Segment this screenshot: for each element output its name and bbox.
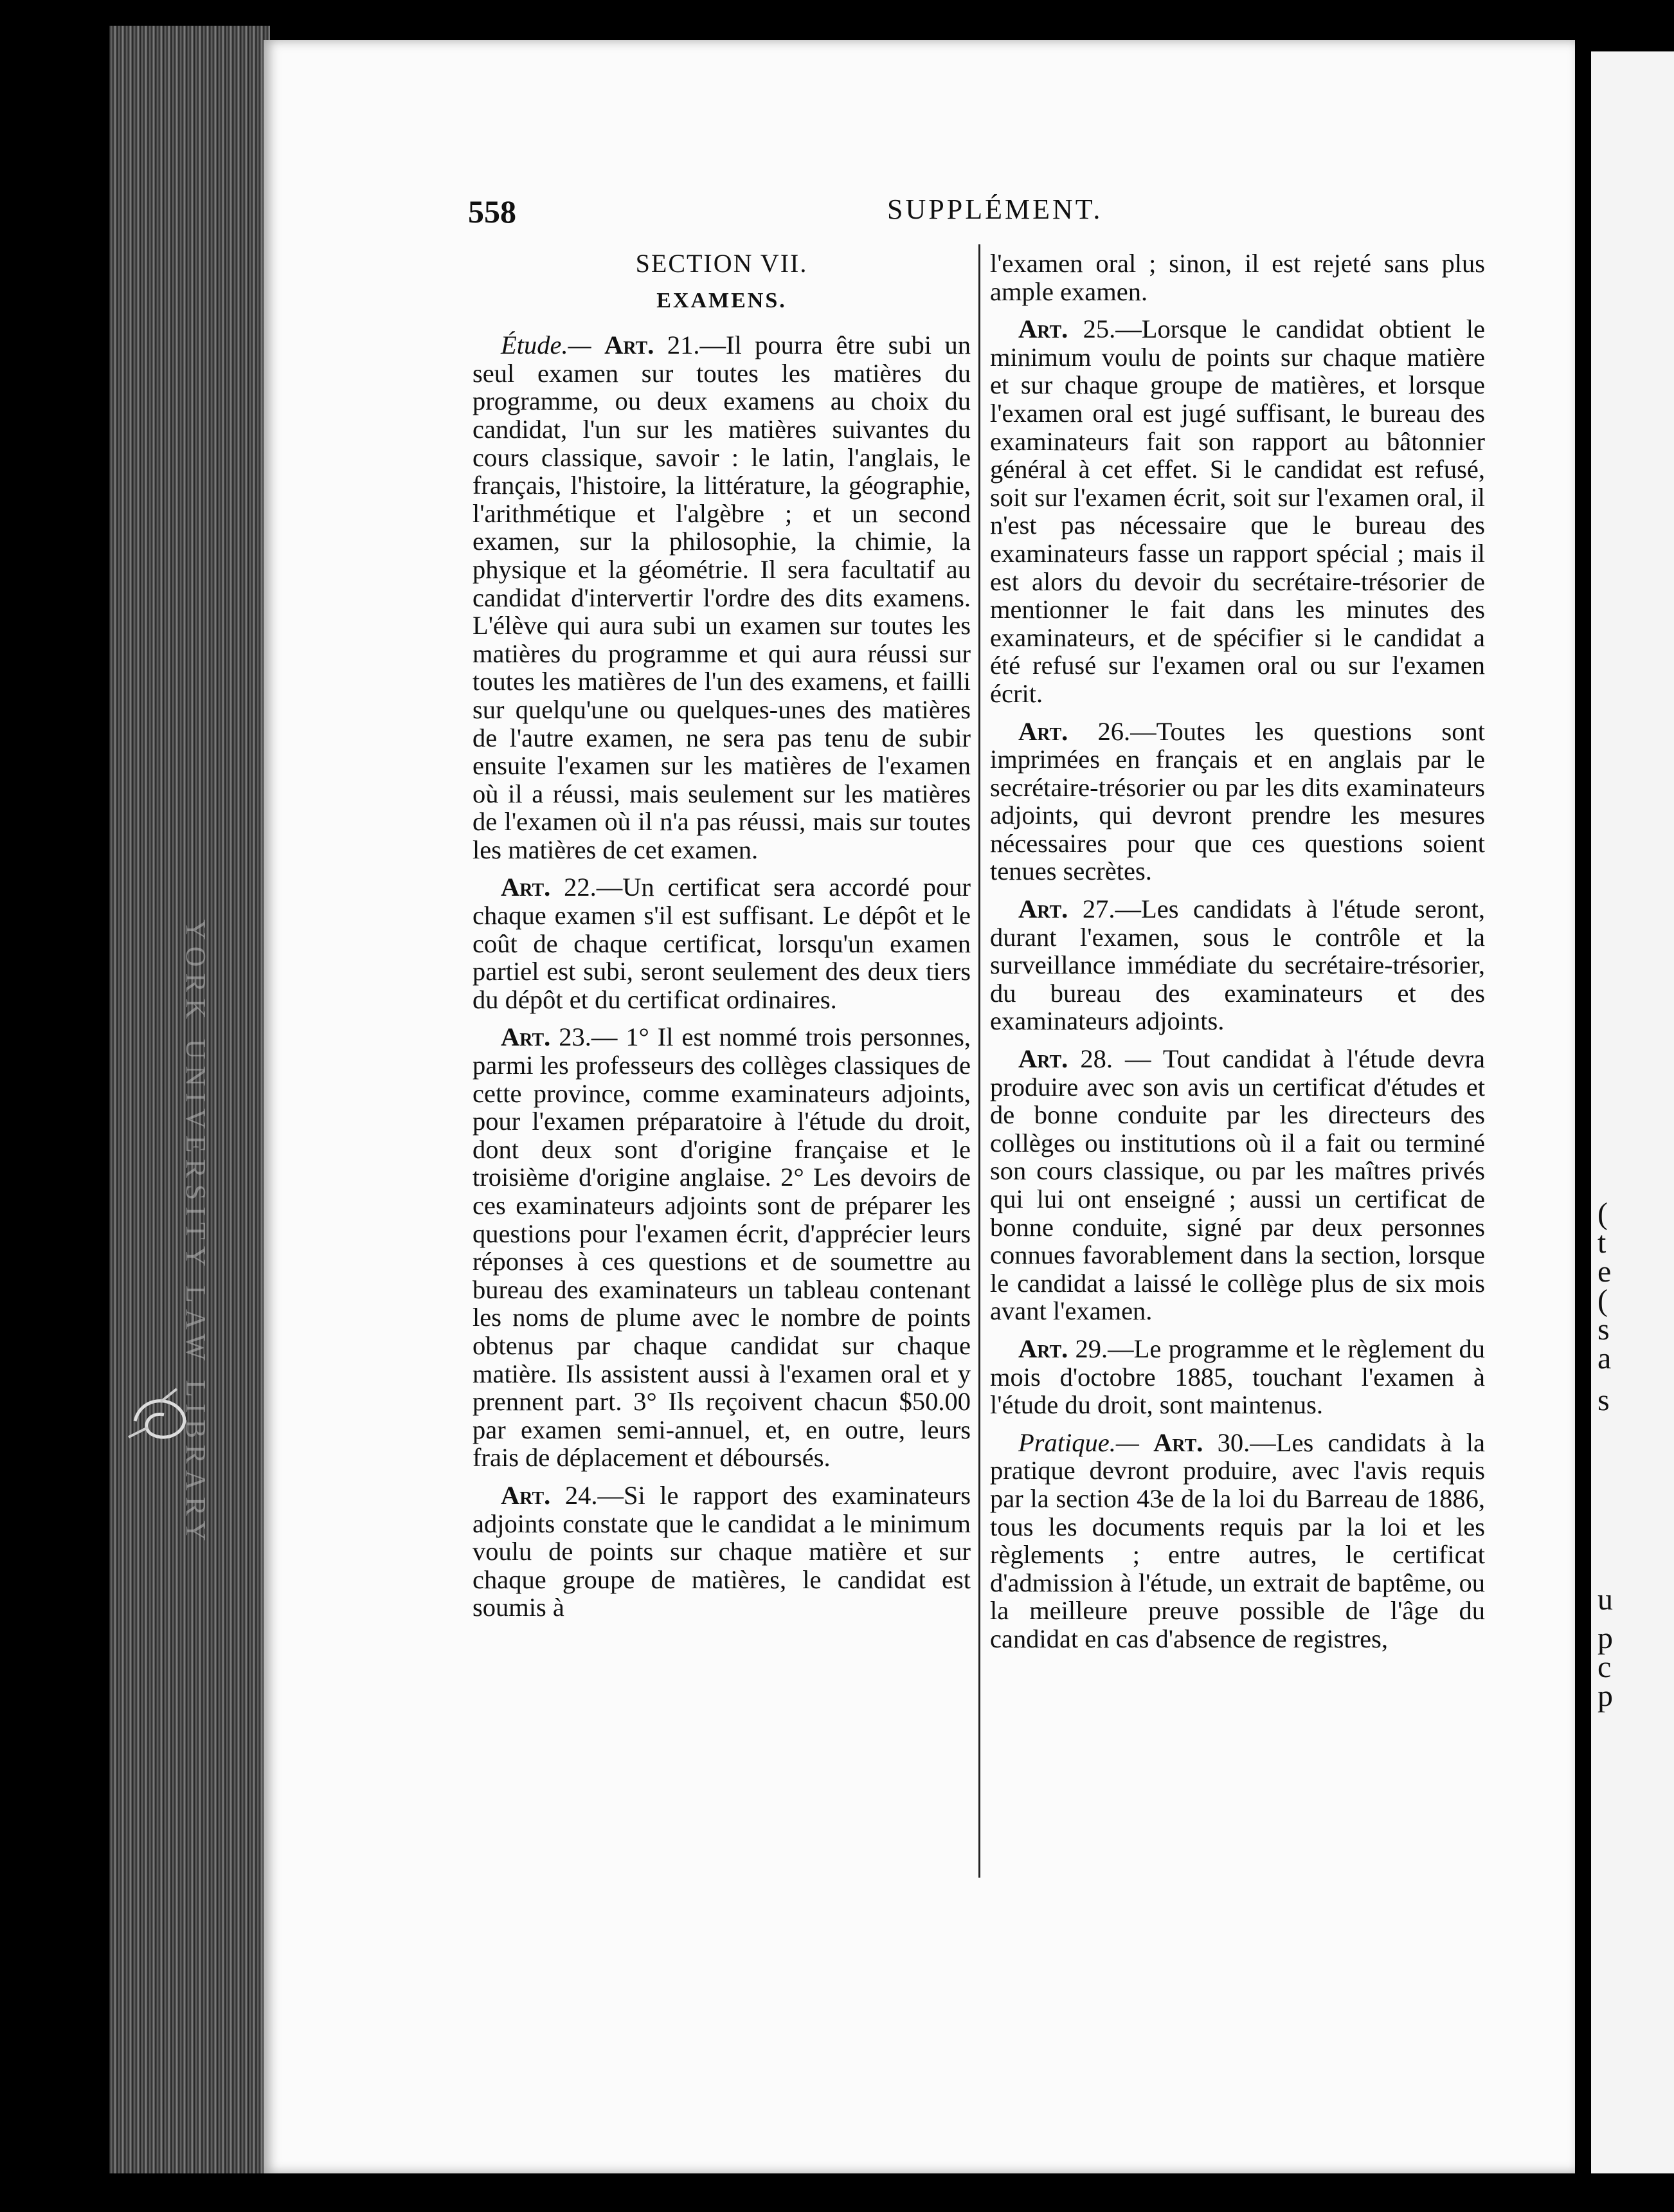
- article-marker: Art.: [604, 331, 654, 360]
- article-paragraph: [473, 331, 971, 864]
- next-page-text-fragment: s: [1598, 1312, 1610, 1346]
- article-paragraph: [990, 718, 1485, 886]
- next-page-text-fragment: p: [1598, 1679, 1613, 1713]
- article-text: 23.— 1° Il est nommé trois personnes, parmi les professeurs des collèges classiques de cette province, comme examinateurs adjoints, pour l'examen préparatoire à l'étude du droit, dont deux sont d'origine française et le troisième d'origine anglaise. 2° Les devoirs de ces examinateurs adjoints sont de préparer les questions pour l'examen écrit, d'apprécier leurs réponses à ces questions et de soumettre au bureau des examinateurs un tableau contenant les noms de plume avec le nombre de points obtenus par chaque candidat sur chaque matière. Ils assistent aussi à l'examen oral et y prennent part. 3° Ils reçoivent chacun $50.00 par examen semi-annuel, et, en outre, leurs frais de déplacement et déboursés.: [473, 1022, 971, 1473]
- article-paragraph: [990, 1429, 1485, 1653]
- section-subtitle: EXAMENS.: [656, 288, 787, 313]
- next-page-text-fragment: p: [1598, 1621, 1613, 1655]
- article-paragraph: [473, 1482, 971, 1622]
- library-seal-icon: [122, 1382, 199, 1460]
- next-page-text-fragment: c: [1598, 1650, 1612, 1684]
- article-paragraph: [990, 895, 1485, 1035]
- article-marker: Art.: [501, 1480, 551, 1510]
- article-text: 26.—Toutes les questions sont imprimées en français et en anglais par le secrétaire-trésorier ou par les dits examinateurs adjoints, qui devront prendre les mesures nécessaires pour que ces questions soient tenues secrètes.: [990, 716, 1485, 886]
- article-text: 25.—Lorsque le candidat obtient le minimum voulu de points sur chaque matière et sur chaque groupe de matières, et lorsque l'examen oral est jugé suffisant, le bureau des examinateurs fait son rapport au bâtonnier général à cet effet. Si le candidat est refusé, soit sur l'examen écrit, soit sur l'examen oral, il n'est pas nécessaire que le bureau des examinateurs fasse un rapport spécial ; mais il est alors du devoir du secrétaire-trésorier de mentionner le fait dans les minutes des examinateurs, et de spécifier si le candidat a été refusé sur l'examen oral ou sur l'examen écrit.: [990, 314, 1485, 708]
- article-marker: Art.: [1018, 894, 1068, 924]
- next-page-text-fragment: (: [1598, 1197, 1608, 1231]
- right-column: [990, 249, 1485, 1663]
- next-page-text-fragment: a: [1598, 1341, 1612, 1375]
- next-page-text-fragment: (: [1598, 1283, 1608, 1318]
- article-paragraph: [990, 249, 1485, 305]
- article-marker: Art.: [1018, 1334, 1068, 1363]
- next-page-edge: [1591, 51, 1674, 2173]
- article-text: 28. — Tout candidat à l'étude devra produire avec son avis un certificat d'études et de bonne conduite par les directeurs des collèges ou institutions où il a fait ou terminé son cours classique, ou par les maîtres privés qui lui ont enseigné ; aussi un certificat de bonne conduite, signé par deux personnes connues favorablement dans la section, lorsque le candidat a laissé le collège plus de six mois avant l'examen.: [990, 1044, 1485, 1326]
- article-marker: Art.: [1018, 314, 1068, 344]
- article-paragraph: [990, 315, 1485, 707]
- article-marker: Art.: [1018, 1044, 1068, 1074]
- article-text: 22.—Un certificat sera accordé pour chaque examen s'il est suffisant. Le dépôt et le coût de chaque certificat, lorsqu'un examen partiel est subi, seront seulement des deux tiers du dépôt et du certificat ordinaires.: [473, 873, 971, 1014]
- article-marker: Art.: [501, 873, 551, 902]
- section-title: SECTION VII.: [635, 249, 808, 278]
- next-page-text-fragment: t: [1598, 1226, 1607, 1260]
- article-heading-label: Étude.—: [501, 331, 591, 360]
- left-column: [473, 249, 971, 1631]
- next-page-text-fragment: e: [1598, 1255, 1612, 1289]
- article-paragraph: [990, 1045, 1485, 1325]
- article-paragraph: [473, 1023, 971, 1472]
- column-divider: [978, 244, 980, 1878]
- article-marker: Art.: [1153, 1428, 1203, 1457]
- running-title: SUPPLÉMENT.: [887, 194, 1103, 225]
- article-text: l'examen oral ; sinon, il est rejeté sans plus ample examen.: [990, 249, 1485, 306]
- article-text: 24.—Si le rapport des examinateurs adjoints constate que le candidat a le minimum voulu de points sur chaque matière et sur chaque groupe de matières, le candidat est soumis à: [473, 1480, 971, 1622]
- article-text: 21.—Il pourra être subi un seul examen sur toutes les matières du programme, ou deux examens au choix du candidat, l'un sur les matières suivantes du cours classique, savoir : le latin, l'anglais, le français, l'histoire, la littérature, la géographie, l'arithmétique et l'algèbre ; et un second examen, sur la philosophie, la chimie, la physique et la géométrie. Il sera facultatif au candidat d'intervertir l'ordre des dits examens. L'élève qui aura subi un examen sur toutes les matières du programme et qui aura réussi sur toutes les matières de l'un des examens, et failli sur quelqu'une ou quelques-unes des matières de l'autre examen, ne sera pas tenu de subir ensuite l'examen sur les matières de l'examen où il a réussi, mais seulement sur les matières de l'examen où il n'a pas réussi, mais sur toutes les matières de cet examen.: [473, 331, 971, 864]
- article-marker: Art.: [1018, 716, 1068, 746]
- page-number: 558: [468, 194, 516, 230]
- article-marker: Art.: [501, 1022, 551, 1052]
- article-heading-label: Pratique.—: [1018, 1428, 1139, 1457]
- article-text: 27.—Les candidats à l'étude seront, durant l'examen, sous le contrôle et la surveillance immédiate du secrétaire-trésorier, du bureau des examinateurs et des examinateurs adjoints.: [990, 894, 1485, 1036]
- article-text: 30.—Les candidats à la pratique devront produire, avec l'avis requis par la section 43e de la loi du Barreau de 1886, tous les documents requis par la loi et les règlements ; entre autres, le certificat d'admission à l'étude, un extrait de baptême, ou la meilleure preuve possible de l'âge du candidat en cas d'absence de registres,: [990, 1428, 1486, 1653]
- article-paragraph: [990, 1335, 1485, 1419]
- article-text: 29.—Le programme et le règlement du mois d'octobre 1885, touchant l'examen à l'étude du droit, sont maintenus.: [990, 1334, 1485, 1420]
- next-page-text-fragment: u: [1598, 1582, 1613, 1617]
- library-stamp-text: YORK UNIVERSITY LAW LIBRARY: [180, 920, 212, 1548]
- next-page-text-fragment: s: [1598, 1383, 1610, 1417]
- article-paragraph: [473, 873, 971, 1013]
